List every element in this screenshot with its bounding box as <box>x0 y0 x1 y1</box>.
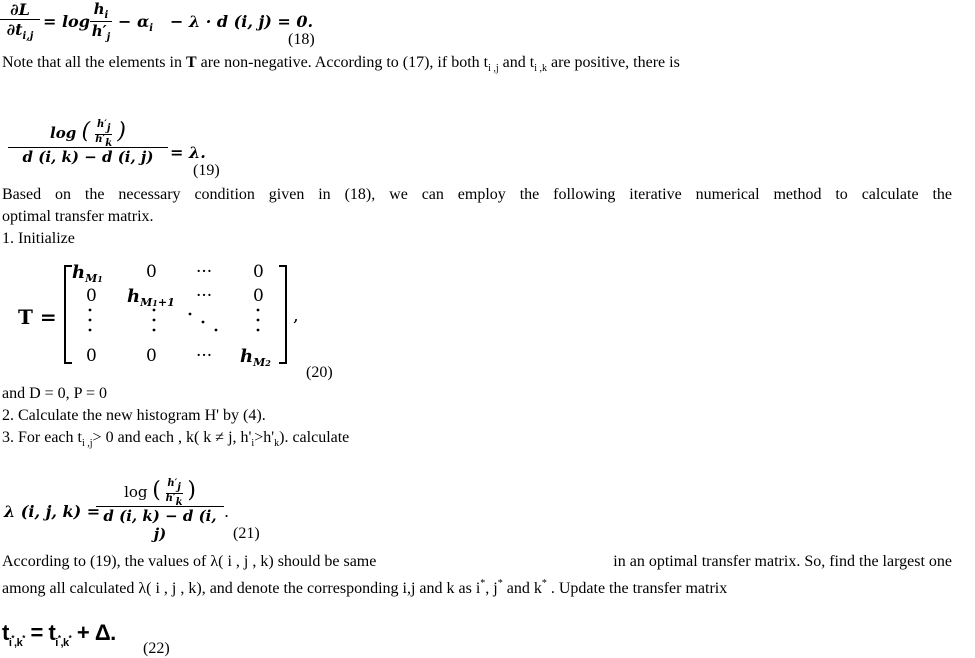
matrix-zero-r1c2: 0 <box>146 262 157 282</box>
eq18-rhs-fraction <box>90 0 112 43</box>
eq18-lhs-den: ∂t <box>6 20 23 39</box>
eq21-number: (21) <box>233 525 260 542</box>
step-2: 2. Calculate the new histogram H' by (4). <box>2 407 266 424</box>
init-values: and D = 0, P = 0 <box>2 385 108 402</box>
matrix-zero-r4c2: 0 <box>146 346 157 366</box>
step-1: 1. Initialize <box>2 230 75 247</box>
matrix-zero-r2c1: 0 <box>86 286 97 306</box>
eq18-log: = log <box>43 12 90 31</box>
eq18-tail: − λ · d (i, j) = 0. <box>170 12 314 31</box>
vdot <box>153 319 156 322</box>
eq18-lhs-den-sub: i,j <box>22 31 34 42</box>
bold-T: T <box>185 54 197 71</box>
eq21-period: . <box>224 502 230 521</box>
matrix-h-m1: $h_{M1}$ <box>72 262 103 285</box>
eq18-h-sub: i <box>104 10 109 21</box>
eq22-body: $t_{i^*,k^*} = t_{i^*,k^*} + \Delta$. <box>2 620 116 649</box>
matrix-h-m1p1: $h_{M1+1}$ <box>127 286 175 309</box>
eq21-log: log <box>124 483 148 501</box>
vdot <box>257 319 260 322</box>
vdot <box>257 329 260 332</box>
matrix-hdots-r1: ··· <box>196 262 213 282</box>
matrix-dots <box>60 300 290 350</box>
paragraph-optimal-line1: According to (19), the values of λ( i , j , k) should be same in an optimal transfer matrix. So, find the largest one <box>2 553 952 570</box>
eq20-comma: , <box>293 305 299 326</box>
paragraph-nonnegative: Note that all the elements in T are non-negative. According to (17), if both $t_{i ,j}$ and $t_{i ,k}$ are positive, there is <box>2 54 680 74</box>
matrix-zero-r2c4: 0 <box>253 286 264 306</box>
eq18-lhs-fraction <box>0 0 40 42</box>
ddot <box>202 321 205 324</box>
eq19-den: d (i, k) − d (i, j) <box>22 148 154 166</box>
eq20-number: (20) <box>306 364 333 381</box>
eq18-lhs-num: ∂L <box>10 0 30 19</box>
step-3: 3. For each $t_{i ,j}> 0$ and each , k( k ≠ j, $h'_i>h'_k$). calculate <box>2 429 350 449</box>
vdot <box>153 309 156 312</box>
paragraph-method-line2: optimal transfer matrix. <box>2 208 154 225</box>
eq21-fraction: log ( $\frac{h'j}{h'k}$ ) d (i, k) − d (i, j) <box>96 478 224 543</box>
matrix-h-m2: $h_{M2}$ <box>240 346 271 369</box>
vdot <box>89 319 92 322</box>
eq18-h: h <box>93 0 105 18</box>
eq22-number: (22) <box>143 640 170 657</box>
ddot <box>215 329 218 332</box>
eq19-rhs: = λ. <box>170 143 206 162</box>
vdot <box>257 309 260 312</box>
eq20-lhs: T = <box>18 305 57 329</box>
ddot <box>189 313 192 316</box>
eq19-log: log <box>50 124 77 142</box>
eq19-number: (19) <box>193 162 220 179</box>
matrix-zero-r4c1: 0 <box>86 346 97 366</box>
paragraph-optimal-line2: among all calculated λ( i , j , k), and denote the corresponding i,j and k as i*, j* and k* . Update the transfer matrix <box>2 578 728 597</box>
matrix-zero-r1c4: 0 <box>253 262 264 282</box>
vdot <box>153 329 156 332</box>
vdot <box>89 309 92 312</box>
eq19-fraction: log ( $\frac{h'j}{h'k}$ ) d (i, k) − d (i, j) <box>8 119 168 166</box>
eq18-number: (18) <box>288 31 315 48</box>
matrix-hdots-r4: ··· <box>196 346 213 366</box>
eq21-den: d (i, k) − d (i, j) <box>103 507 217 543</box>
matrix-hdots-r2: ··· <box>196 286 213 306</box>
eq18-hp: h′ <box>91 22 107 40</box>
eq18-alpha: − $\alpha_i$ <box>118 12 154 34</box>
eq18-hp-sub: j <box>106 32 111 43</box>
eq21-lhs: λ (i, j, k) = <box>4 502 101 521</box>
vdot <box>89 329 92 332</box>
paragraph-method-line1: Based on the necessary condition given in (18), we can employ the following iterative numerical method to calculate the <box>2 186 952 203</box>
